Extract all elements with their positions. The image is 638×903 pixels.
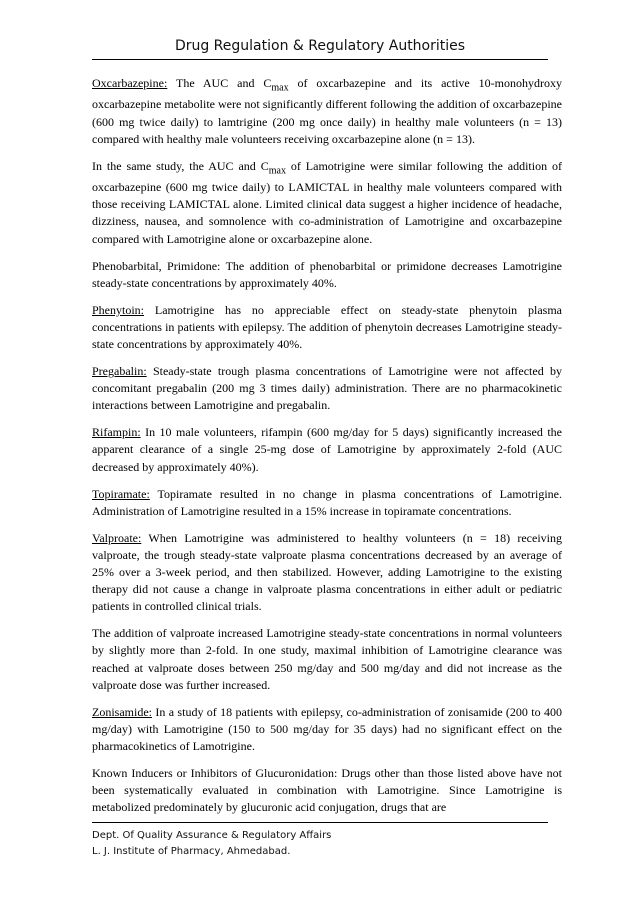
paragraph-rifampin: Rifampin: In 10 male volunteers, rifampin (600 mg/day for 5 days) significantly increased the apparent clearance of a single 25-mg dose of Lamotrigine by approximately 2-fold (AUC decreased by approximately 40%). — [92, 425, 562, 474]
page-footer — [92, 822, 548, 860]
paragraph-glucuronidation: Known Inducers or Inhibitors of Glucuronidation: Drugs other than those listed above have not been systematically evaluated in combination with Lamotrigine. Since Lamotrigine is metabolized predominately by glucuronic acid conjugation, drugs that are — [92, 765, 562, 815]
drug-term-pregabalin: Pregabalin: — [92, 364, 147, 379]
page-body — [92, 75, 562, 826]
drug-term-oxcarbazepine: Oxcarbazepine: — [92, 76, 168, 90]
paragraph-valproate: Valproate: When Lamotrigine was administered to healthy volunteers (n = 18) receiving valproate, the trough steady-state valproate plasma concentrations decreased by an average of 25% over a 3-week period, and then stabilized. However, adding Lamotrigine to the existing therapy did not cause a change in valproate plasma concentrations in either adult or pediatric patients in controlled clinical trials. — [92, 530, 562, 614]
page-header — [92, 38, 548, 60]
footer-department: Dept. Of Quality Assurance & Regulatory Affairs — [92, 830, 332, 841]
paragraph-phenytoin: Phenytoin: Lamotrigine has no appreciable effect on steady-state phenytoin plasma concentrations in patients with epilepsy. The addition of phenytoin decreases Lamotrigine steady-state concentrations by approximately 40%. — [92, 302, 562, 351]
footer-institute: L. J. Institute of Pharmacy, Ahmedabad. — [92, 846, 291, 857]
paragraph-pregabalin: Pregabalin: Steady-state trough plasma concentrations of Lamotrigine were not affected by concomitant pregabalin (200 mg 3 times daily) administration. There are no pharmacokinetic interactions between Lamotrigine and pregabalin. — [92, 364, 562, 413]
paragraph-phenobarbital: Phenobarbital, Primidone: The addition of phenobarbital or primidone decreases Lamotrigine steady-state concentrations by approximately 40%. — [92, 258, 562, 290]
drug-term-zonisamide: Zonisamide: — [92, 704, 152, 719]
drug-term-valproate: Valproate: — [92, 530, 142, 545]
drug-term-phenytoin: Phenytoin: — [92, 302, 145, 317]
paragraph-topiramate: Topiramate: Topiramate resulted in no change in plasma concentrations of Lamotrigine. Administration of Lamotrigine resulted in a 15% increase in topiramate concentrations. — [92, 486, 562, 518]
drug-term-rifampin: Rifampin: — [92, 425, 141, 440]
paragraph-oxcarbazepine: Oxcarbazepine: The AUC and $C_{max}$ of oxcarbazepine and its active 10-monohydroxy oxcarbazepine metabolite were not significantly different following the addition of oxcarbazepine (600 mg twice daily) to lamtrigine (200 mg once daily) in healthy male volunteers (n = 13) compared with healthy male volunteers receiving oxcarbazepine alone (n = 13). — [92, 76, 562, 146]
paragraph-valproate-addition: The addition of valproate increased Lamotrigine steady-state concentrations in normal volunteers by slightly more than 2-fold. In one study, maximal inhibition of Lamotrigine clearance was reached at valproate doses between 250 mg/day and 500 mg/day and did not increase as the valproate dose was further increased. — [92, 626, 562, 692]
drug-term-topiramate: Topiramate: — [92, 486, 150, 501]
header-title: Drug Regulation & Regulatory Authorities — [174, 38, 466, 54]
paragraph-zonisamide: Zonisamide: In a study of 18 patients with epilepsy, co-administration of zonisamide (200 to 400 mg/day) with Lamotrigine (150 to 500 mg/day for 35 days) had no significant effect on the pharmacokinetics of Lamotrigine. — [92, 704, 562, 753]
paragraph-oxcarbazepine-study: In the same study, the AUC and $C_{max}$ of Lamotrigine were similar following the addition of oxcarbazepine (600 mg twice daily) to LAMICTAL in healthy male volunteers compared with those receiving LAMICTAL alone. Limited clinical data suggest a higher incidence of headache, dizziness, nausea, and somnolence with co-administration of Lamotrigine and oxcarbazepine compared with Lamotrigine alone or oxcarbazepine alone. — [92, 158, 563, 246]
